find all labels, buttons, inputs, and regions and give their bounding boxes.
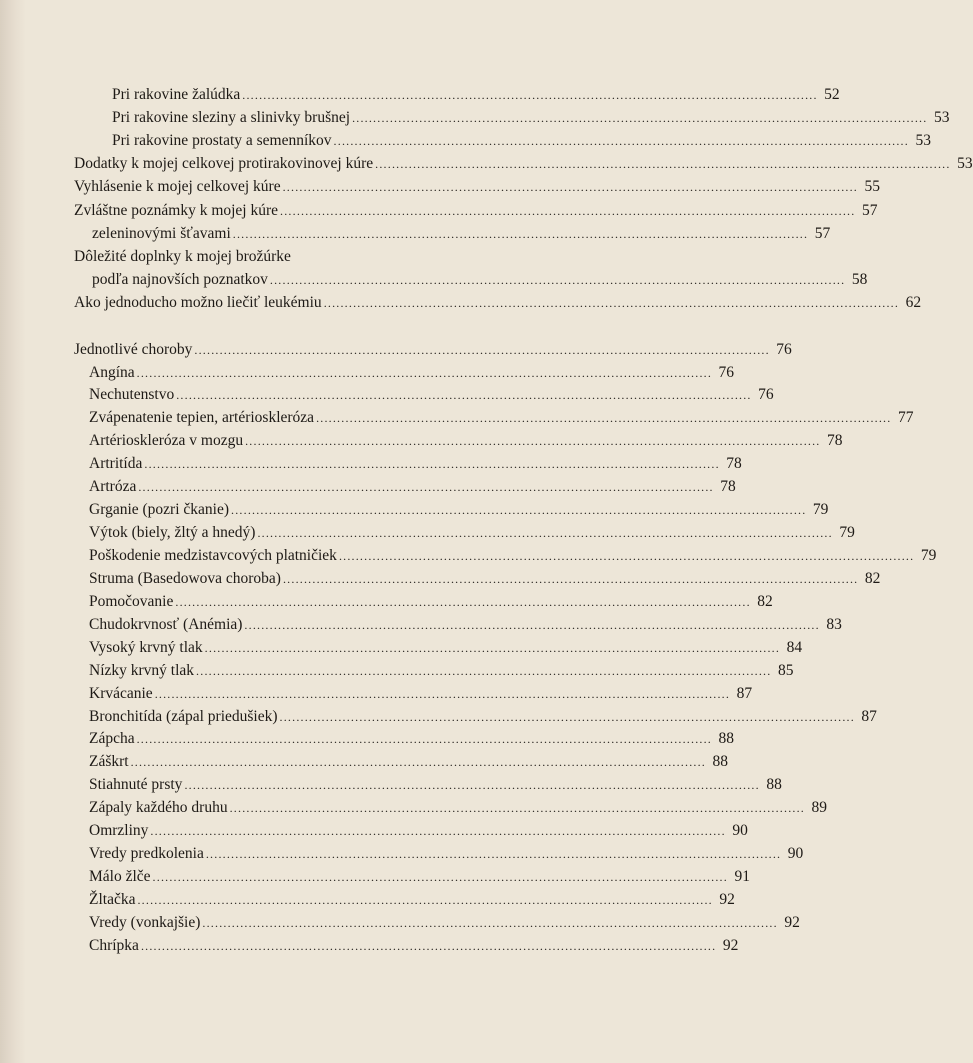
- toc-entry-page: 92: [719, 891, 735, 908]
- toc-entry-title: Pri rakovine prostaty a semenníkov: [112, 132, 332, 149]
- dot-leader: .........................................................................................................................................: [333, 134, 909, 148]
- toc-entry-title: Artróza: [89, 478, 137, 495]
- toc-entry-title: Pomočovanie: [89, 593, 174, 610]
- dot-leader: .........................................................................................................................................: [136, 732, 713, 746]
- toc-entry-title: Vyhlásenie k mojej celkovej kúre: [74, 178, 281, 195]
- toc-entry-page: 76: [718, 364, 735, 381]
- toc-entry-page: 84: [786, 639, 803, 656]
- toc-entry-page: 78: [827, 432, 843, 449]
- dot-leader: .........................................................................................................................................: [242, 88, 818, 102]
- toc-entry: [74, 520, 855, 543]
- toc-entry-page: 92: [784, 914, 800, 931]
- toc-entry-page: 87: [861, 708, 877, 725]
- toc-entry-title: Dôležité doplnky k mojej brožúrke: [74, 248, 291, 265]
- toc-entry: [74, 290, 922, 313]
- dot-leader: .........................................................................................................................................: [245, 434, 821, 448]
- toc-entry-title: zeleninovými šťavami: [92, 225, 231, 242]
- toc-entry: [74, 105, 950, 128]
- dot-leader: .........................................................................................................................................: [205, 847, 782, 861]
- toc-entry-page: 58: [851, 271, 868, 288]
- toc-entry-title: Omrzliny: [89, 822, 149, 839]
- dot-leader: .........................................................................................................................................: [154, 687, 731, 701]
- toc-entry-page: 57: [814, 225, 831, 242]
- toc-entry-page: 76: [758, 386, 774, 403]
- toc-entry-page: 90: [732, 822, 748, 839]
- toc-entry-title: Artérioskleróza v mozgu: [89, 432, 244, 449]
- toc-entry: [74, 244, 591, 267]
- toc-entry-title: Grganie (pozri čkanie): [89, 501, 230, 518]
- toc-entry: [74, 382, 774, 405]
- toc-entry-title: Zápcha: [89, 730, 135, 747]
- dot-leader: .........................................................................................................................................: [375, 157, 951, 171]
- toc-entry: [74, 360, 735, 383]
- dot-leader: .........................................................................................................................................: [282, 572, 859, 586]
- toc-entry-title: Krvácanie: [89, 685, 153, 702]
- dot-leader: .........................................................................................................................................: [229, 801, 805, 815]
- toc-entry-title: Zápaly každého druhu: [89, 799, 228, 816]
- dot-leader: .........................................................................................................................................: [196, 664, 772, 678]
- toc-entry-page: 88: [766, 776, 782, 793]
- toc-entry-page: 85: [777, 662, 794, 679]
- toc-entry-title: Chudokrvnosť (Anémia): [89, 616, 243, 633]
- toc-entry-title: Nechutenstvo: [89, 386, 175, 403]
- dot-leader: .........................................................................................................................................: [269, 273, 846, 287]
- toc-entry: [74, 681, 753, 704]
- toc-entry-page: 88: [712, 753, 729, 770]
- toc-entry: [74, 543, 937, 566]
- dot-leader: .........................................................................................................................................: [316, 411, 892, 425]
- dot-leader: .........................................................................................................................................: [194, 343, 770, 357]
- dot-leader: .........................................................................................................................................: [338, 549, 915, 563]
- toc-entry: [74, 749, 729, 772]
- toc-entry: [74, 864, 750, 887]
- toc-entry-page: 76: [776, 341, 792, 358]
- toc-entry: [74, 635, 803, 658]
- toc-entry-page: 55: [864, 178, 881, 195]
- toc-entry-page: 77: [897, 409, 914, 426]
- dot-leader: .........................................................................................................................................: [150, 824, 726, 838]
- dot-leader: .........................................................................................................................................: [137, 893, 713, 907]
- toc-entry: [74, 772, 782, 795]
- toc-entry: [74, 726, 735, 749]
- toc-entry: [74, 82, 840, 105]
- toc-entry: [74, 795, 827, 818]
- dot-leader: .........................................................................................................................................: [136, 366, 713, 380]
- toc-entry-title: Zvápenatenie tepien, artérioskleróza: [89, 409, 315, 426]
- toc-entry-title: Angína: [89, 364, 135, 381]
- dot-leader: .........................................................................................................................................: [244, 618, 820, 632]
- toc-entry-title: Nízky krvný tlak: [89, 662, 195, 679]
- toc-entry-title: Žltačka: [89, 891, 136, 908]
- toc-entry-title: Chrípka: [89, 937, 139, 954]
- toc-entry: [74, 337, 792, 360]
- toc-entry-page: 78: [726, 455, 742, 472]
- toc-entry-title: Pri rakovine sleziny a slinivky brušnej: [112, 109, 351, 126]
- toc-entry-page: 90: [787, 845, 804, 862]
- toc-entry-title: Výtok (biely, žltý a hnedý): [89, 524, 256, 541]
- toc-entry-title: podľa najnovších poznatkov: [92, 271, 268, 288]
- dot-leader: .........................................................................................................................................: [138, 480, 714, 494]
- toc-entry-page: 92: [722, 937, 739, 954]
- toc-entry: [74, 818, 748, 841]
- toc-entry-page: 57: [861, 202, 878, 219]
- dot-leader: .........................................................................................................................................: [130, 755, 707, 769]
- toc-entry: [74, 267, 868, 290]
- toc-entry-page: 53: [933, 109, 950, 126]
- toc-entry: [74, 451, 742, 474]
- toc-entry: [74, 405, 914, 428]
- toc-entry: [74, 428, 843, 451]
- toc-entry: [74, 910, 800, 933]
- toc-entry-title: Vredy (vonkajšie): [89, 914, 201, 931]
- toc-entry-title: Vredy predkolenia: [89, 845, 204, 862]
- toc-entry-page: 82: [864, 570, 881, 587]
- toc-entry: [74, 497, 829, 520]
- dot-leader: .........................................................................................................................................: [232, 227, 809, 241]
- toc-entry-title: Jednotlivé choroby: [74, 341, 193, 358]
- toc-entry-title: Bronchitída (zápal priedušiek): [89, 708, 278, 725]
- toc-entry-page: 52: [824, 86, 840, 103]
- dot-leader: .........................................................................................................................................: [231, 503, 807, 517]
- dot-leader: .........................................................................................................................................: [152, 870, 728, 884]
- dot-leader: .........................................................................................................................................: [176, 388, 752, 402]
- dot-leader: .........................................................................................................................................: [175, 595, 751, 609]
- toc-entry: [74, 933, 739, 956]
- dot-leader: .........................................................................................................................................: [144, 457, 720, 471]
- toc-entry-page: 89: [811, 799, 827, 816]
- toc-entry-page: 78: [720, 478, 736, 495]
- toc-entry: [74, 658, 794, 681]
- toc-entry-page: 53: [957, 155, 973, 172]
- toc-entry-page: 88: [718, 730, 735, 747]
- toc-entry: [74, 474, 736, 497]
- toc-entry-title: Vysoký krvný tlak: [89, 639, 203, 656]
- toc-entry-page: 62: [905, 294, 922, 311]
- toc-entry-title: Artritída: [89, 455, 143, 472]
- toc-entry: [74, 887, 735, 910]
- toc-entry-title: Dodatky k mojej celkovej protirakovinovej kúre: [74, 155, 374, 172]
- toc-entry: [74, 704, 877, 727]
- toc-entry-title: Ako jednoducho možno liečiť leukémiu: [74, 294, 322, 311]
- dot-leader: .........................................................................................................................................: [204, 641, 781, 655]
- toc-entry: [74, 612, 842, 635]
- dot-leader: .........................................................................................................................................: [352, 111, 928, 125]
- toc-entry-title: Pri rakovine žalúdka: [112, 86, 241, 103]
- dot-leader: .........................................................................................................................................: [184, 778, 760, 792]
- toc-entry-page: 87: [736, 685, 753, 702]
- toc-entry-title: Poškodenie medzistavcových platničiek: [89, 547, 337, 564]
- dot-leader: .........................................................................................................................................: [282, 180, 859, 194]
- dot-leader: .........................................................................................................................................: [279, 710, 855, 724]
- toc-entry-page: 79: [839, 524, 855, 541]
- toc-entry: [74, 566, 881, 589]
- dot-leader: .........................................................................................................................................: [323, 296, 900, 310]
- toc-entry-page: 91: [734, 868, 750, 885]
- dot-leader: .........................................................................................................................................: [202, 916, 778, 930]
- toc-entry: [74, 589, 773, 612]
- toc-entry-title: Záškrt: [89, 753, 129, 770]
- toc-entry-page: 79: [812, 501, 829, 518]
- toc-entry-title: Málo žlče: [89, 868, 151, 885]
- toc-entry: [74, 128, 931, 151]
- toc-entry: [74, 198, 878, 221]
- toc-entry-title: Zvláštne poznámky k mojej kúre: [74, 202, 279, 219]
- toc-entry-page: 82: [757, 593, 773, 610]
- dot-leader: .........................................................................................................................................: [280, 204, 856, 218]
- toc-entry-page: 79: [920, 547, 937, 564]
- toc-entry: [74, 151, 973, 174]
- toc-entry-page: 83: [826, 616, 842, 633]
- dot-leader: .........................................................................................................................................: [140, 939, 717, 953]
- toc-entry: [74, 841, 804, 864]
- toc-entry-page: 53: [915, 132, 931, 149]
- toc-entry: [74, 221, 831, 244]
- toc-entry-title: Struma (Basedowova choroba): [89, 570, 281, 587]
- toc-entry-title: Stiahnuté prsty: [89, 776, 183, 793]
- dot-leader: .........................................................................................................................................: [257, 526, 833, 540]
- toc-entry: [74, 174, 881, 197]
